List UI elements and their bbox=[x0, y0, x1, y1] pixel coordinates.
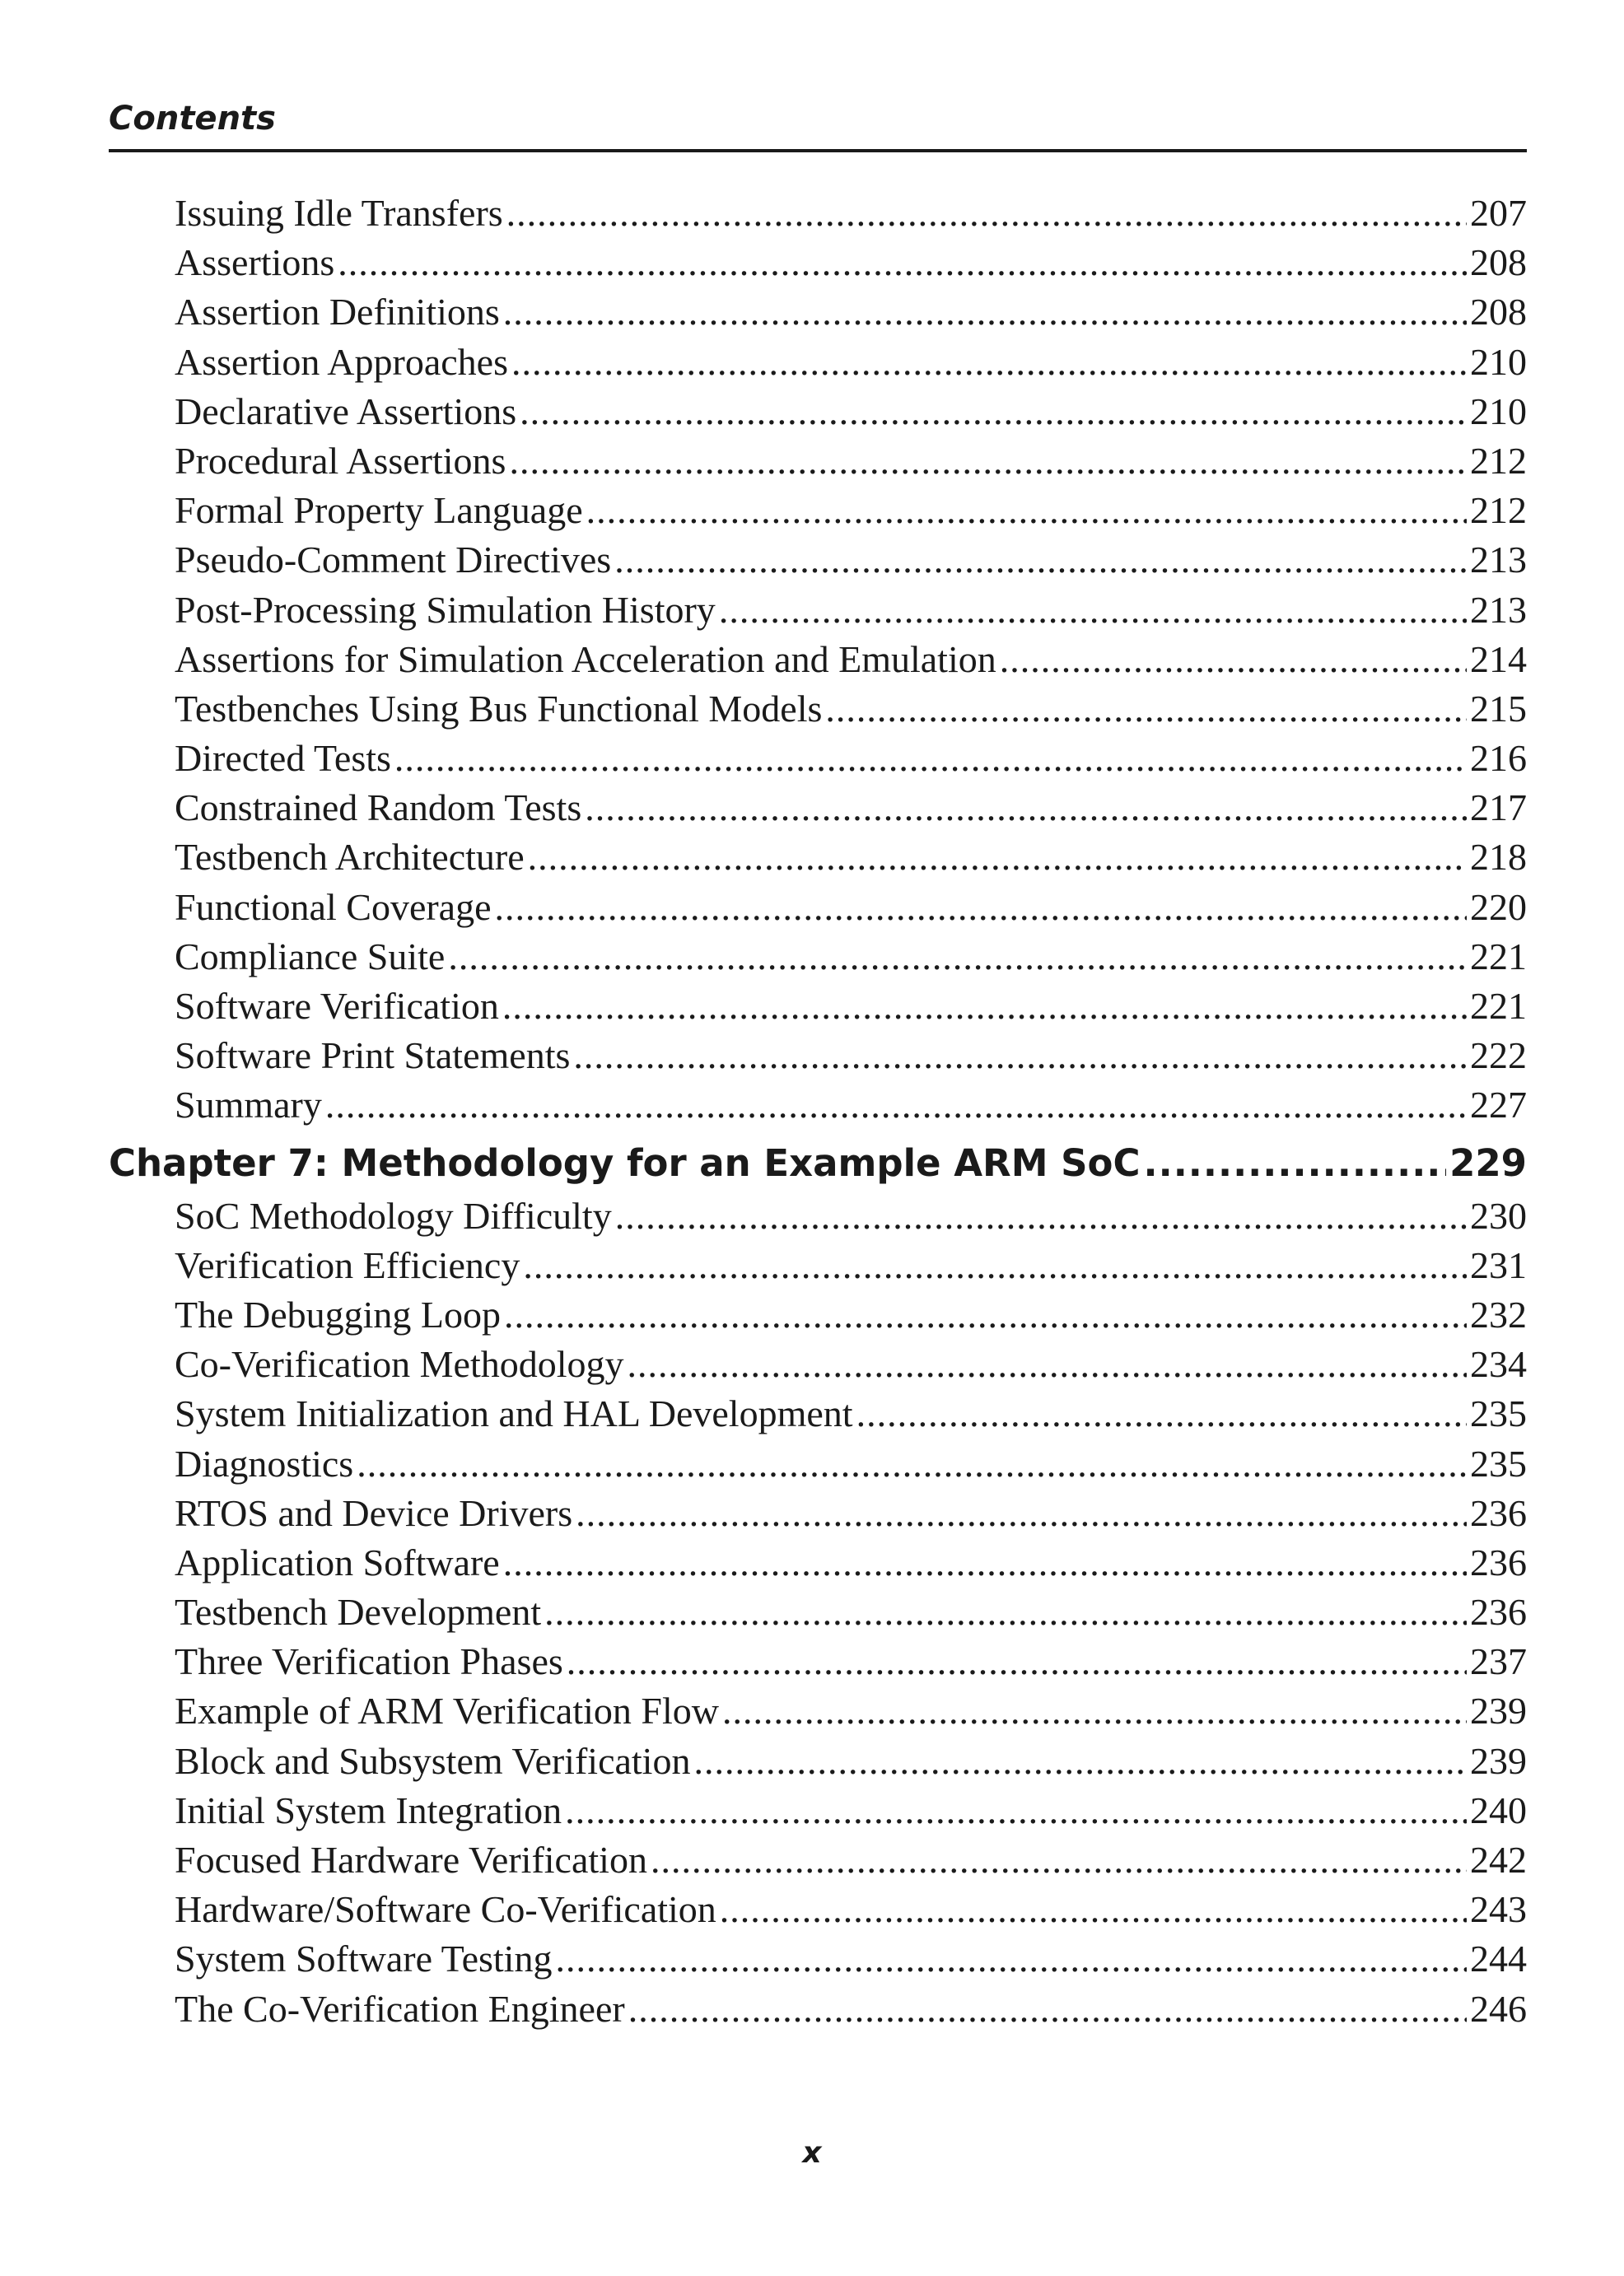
dot-leader bbox=[520, 389, 1467, 433]
dot-leader bbox=[719, 588, 1467, 632]
dot-leader bbox=[1144, 1141, 1447, 1185]
toc-entry-page-number: 218 bbox=[1470, 836, 1527, 879]
toc-entry[interactable] bbox=[109, 1789, 1527, 1838]
dot-leader bbox=[495, 885, 1467, 929]
toc-entry-title: Focused Hardware Verification bbox=[175, 1839, 647, 1881]
toc-entry-title: Initial System Integration bbox=[175, 1789, 562, 1831]
toc-entry-page-number: 221 bbox=[1470, 985, 1527, 1027]
dot-leader bbox=[1000, 637, 1467, 681]
toc-entry-title: Testbenches Using Bus Functional Models bbox=[175, 687, 823, 730]
toc-entry[interactable] bbox=[109, 1491, 1527, 1541]
toc-entry-title: RTOS and Device Drivers bbox=[175, 1491, 573, 1534]
toc-entry[interactable] bbox=[109, 786, 1527, 835]
toc-entry-page-number: 243 bbox=[1470, 1888, 1527, 1931]
toc-entry[interactable] bbox=[109, 290, 1527, 339]
toc-entry-title: Software Verification bbox=[175, 985, 499, 1027]
dot-leader bbox=[523, 1243, 1467, 1287]
toc-entry-title: Co-Verification Methodology bbox=[175, 1343, 624, 1386]
dot-leader bbox=[325, 1083, 1467, 1126]
toc-entry-page-number: 232 bbox=[1470, 1293, 1527, 1336]
dot-leader bbox=[506, 191, 1467, 235]
toc-entry[interactable] bbox=[109, 885, 1527, 935]
dot-leader bbox=[693, 1739, 1467, 1783]
toc-entry[interactable] bbox=[109, 1887, 1527, 1937]
toc-entry[interactable] bbox=[109, 1689, 1527, 1738]
toc-entry-page-number: 242 bbox=[1470, 1839, 1527, 1881]
toc-entry-title: Declarative Assertions bbox=[175, 389, 517, 432]
dot-leader bbox=[544, 1590, 1467, 1634]
dot-leader bbox=[504, 1293, 1467, 1336]
toc-entry[interactable] bbox=[109, 1639, 1527, 1689]
toc-entry[interactable] bbox=[109, 1987, 1527, 2036]
toc-entry-page-number: 236 bbox=[1470, 1591, 1527, 1634]
dot-leader bbox=[720, 1887, 1467, 1931]
toc-entry[interactable] bbox=[109, 1838, 1527, 1887]
toc-entry-page-number: 221 bbox=[1470, 935, 1527, 977]
toc-entry-page-number: 239 bbox=[1470, 1690, 1527, 1733]
toc-entry-page-number: 210 bbox=[1470, 340, 1527, 383]
toc-entry-page-number: 212 bbox=[1470, 489, 1527, 532]
dot-leader bbox=[585, 786, 1467, 829]
toc-entry-page-number: 212 bbox=[1470, 439, 1527, 482]
toc-entry-page-number: 227 bbox=[1470, 1084, 1527, 1126]
toc-entry[interactable] bbox=[109, 1442, 1527, 1491]
toc-entry-title: Formal Property Language bbox=[175, 489, 583, 532]
toc-entry-page-number: 210 bbox=[1470, 389, 1527, 432]
toc-entry[interactable] bbox=[109, 1342, 1527, 1392]
toc-entry-page-number: 215 bbox=[1470, 687, 1527, 730]
toc-entry-page-number: 214 bbox=[1470, 637, 1527, 680]
dot-leader bbox=[615, 1194, 1467, 1238]
toc-entry-title: Summary bbox=[175, 1084, 322, 1126]
toc-entry-title: Example of ARM Verification Flow bbox=[175, 1690, 719, 1733]
dot-leader bbox=[573, 1033, 1467, 1077]
toc-entry-title: Assertions bbox=[175, 241, 335, 284]
toc-entry-page-number: 244 bbox=[1470, 1938, 1527, 1980]
header-rule bbox=[109, 149, 1527, 152]
toc-entry-page-number: 240 bbox=[1470, 1789, 1527, 1831]
toc-entry-page-number: 208 bbox=[1470, 241, 1527, 284]
toc-entry[interactable] bbox=[109, 1194, 1527, 1243]
toc-entry[interactable] bbox=[109, 1739, 1527, 1789]
toc-entry-title: SoC Methodology Difficulty bbox=[175, 1194, 612, 1237]
toc-entry[interactable] bbox=[109, 588, 1527, 637]
toc-chapter-entry[interactable] bbox=[109, 1133, 1527, 1194]
dot-leader bbox=[511, 340, 1467, 384]
toc-entry[interactable] bbox=[109, 637, 1527, 687]
toc-entry-page-number: 213 bbox=[1470, 539, 1527, 581]
dot-leader bbox=[856, 1392, 1467, 1435]
toc-entry-page-number: 236 bbox=[1470, 1491, 1527, 1534]
toc-entry-title: Issuing Idle Transfers bbox=[175, 192, 503, 234]
toc-entry-page-number: 229 bbox=[1449, 1141, 1527, 1186]
toc-entry[interactable] bbox=[109, 191, 1527, 240]
toc-entry-title: Testbench Development bbox=[175, 1591, 542, 1634]
toc-entry-title: Post-Processing Simulation History bbox=[175, 588, 716, 631]
dot-leader bbox=[628, 1987, 1467, 2031]
dot-leader bbox=[825, 687, 1467, 730]
toc-entry-title: Assertion Approaches bbox=[175, 340, 508, 383]
toc-entry-title: Verification Efficiency bbox=[175, 1243, 520, 1286]
toc-entry-title: Chapter 7: Methodology for an Example ARM SoC bbox=[109, 1141, 1141, 1186]
dot-leader bbox=[509, 439, 1467, 483]
toc-entry[interactable] bbox=[109, 1541, 1527, 1590]
toc-entry-title: System Software Testing bbox=[175, 1938, 553, 1980]
toc-entry-page-number: 235 bbox=[1470, 1442, 1527, 1485]
running-head: Contents bbox=[109, 100, 276, 138]
toc-entry-page-number: 230 bbox=[1470, 1194, 1527, 1237]
dot-leader bbox=[503, 1541, 1467, 1584]
toc-entry[interactable] bbox=[109, 340, 1527, 389]
dot-leader bbox=[576, 1491, 1467, 1535]
toc-entry-title: Diagnostics bbox=[175, 1442, 354, 1485]
dot-leader bbox=[528, 835, 1467, 879]
toc-entry-title: Application Software bbox=[175, 1541, 500, 1583]
toc-entry[interactable] bbox=[109, 1243, 1527, 1293]
toc-entry-page-number: 236 bbox=[1470, 1541, 1527, 1583]
toc-entry-title: Testbench Architecture bbox=[175, 836, 525, 879]
dot-leader bbox=[614, 538, 1467, 581]
toc-entry-page-number: 207 bbox=[1470, 192, 1527, 234]
dot-leader bbox=[448, 935, 1467, 978]
toc-entry-page-number: 213 bbox=[1470, 588, 1527, 631]
toc-entry-title: Compliance Suite bbox=[175, 935, 446, 977]
toc-entry-page-number: 217 bbox=[1470, 786, 1527, 829]
toc-entry-title: Assertion Definitions bbox=[175, 291, 500, 333]
toc-entry[interactable] bbox=[109, 439, 1527, 488]
toc-entry-title: Assertions for Simulation Acceleration and Emulation bbox=[175, 637, 996, 680]
dot-leader bbox=[628, 1342, 1467, 1386]
toc-entry[interactable] bbox=[109, 1392, 1527, 1441]
toc-entry[interactable] bbox=[109, 935, 1527, 984]
toc-entry-title: Hardware/Software Co-Verification bbox=[175, 1888, 716, 1931]
toc-entry-title: Block and Subsystem Verification bbox=[175, 1739, 691, 1782]
toc-entry[interactable] bbox=[109, 687, 1527, 736]
toc-entry-title: Directed Tests bbox=[175, 737, 391, 780]
toc-entry[interactable] bbox=[109, 984, 1527, 1033]
toc-entry-page-number: 246 bbox=[1470, 1987, 1527, 2030]
dot-leader bbox=[503, 290, 1467, 333]
dot-leader bbox=[338, 240, 1467, 284]
toc-entry[interactable] bbox=[109, 488, 1527, 538]
toc-entry-title: Functional Coverage bbox=[175, 885, 492, 928]
toc-entry[interactable] bbox=[109, 240, 1527, 290]
toc-entry[interactable] bbox=[109, 835, 1527, 884]
toc-entry-page-number: 234 bbox=[1470, 1343, 1527, 1386]
dot-leader bbox=[586, 488, 1467, 532]
toc-entry[interactable] bbox=[109, 1590, 1527, 1639]
dot-leader bbox=[394, 736, 1467, 780]
page-folio: x bbox=[802, 2136, 822, 2170]
toc-entry-title: Software Print Statements bbox=[175, 1034, 571, 1077]
toc-entry-title: The Debugging Loop bbox=[175, 1293, 502, 1336]
toc-entry[interactable] bbox=[109, 1083, 1527, 1132]
toc-entry[interactable] bbox=[109, 1293, 1527, 1342]
dot-leader bbox=[651, 1838, 1467, 1882]
dot-leader bbox=[357, 1442, 1467, 1485]
dot-leader bbox=[555, 1937, 1467, 1980]
toc-entry-page-number: 235 bbox=[1470, 1392, 1527, 1435]
toc-entry-page-number: 216 bbox=[1470, 737, 1527, 780]
toc-entry-title: Three Verification Phases bbox=[175, 1640, 563, 1683]
dot-leader bbox=[502, 984, 1467, 1028]
toc-entry-page-number: 239 bbox=[1470, 1739, 1527, 1782]
toc-entry-title: Pseudo-Comment Directives bbox=[175, 539, 612, 581]
toc-entry-page-number: 220 bbox=[1470, 885, 1527, 928]
toc-entry-title: Procedural Assertions bbox=[175, 439, 506, 482]
toc-entry[interactable] bbox=[109, 389, 1527, 439]
toc-entry-title: Constrained Random Tests bbox=[175, 786, 582, 829]
toc-entry[interactable] bbox=[109, 736, 1527, 786]
toc-entry-page-number: 237 bbox=[1470, 1640, 1527, 1683]
toc-entry-page-number: 222 bbox=[1470, 1034, 1527, 1077]
dot-leader bbox=[565, 1789, 1467, 1832]
toc-entry-title: System Initialization and HAL Development bbox=[175, 1392, 853, 1435]
dot-leader bbox=[567, 1639, 1467, 1683]
toc-entry[interactable] bbox=[109, 1937, 1527, 1986]
toc-entry-page-number: 208 bbox=[1470, 291, 1527, 333]
toc-list bbox=[109, 191, 1527, 2036]
toc-entry-title: The Co-Verification Engineer bbox=[175, 1987, 625, 2030]
toc-entry[interactable] bbox=[109, 538, 1527, 587]
toc-entry[interactable] bbox=[109, 1033, 1527, 1083]
dot-leader bbox=[722, 1689, 1467, 1733]
toc-entry-page-number: 231 bbox=[1470, 1243, 1527, 1286]
